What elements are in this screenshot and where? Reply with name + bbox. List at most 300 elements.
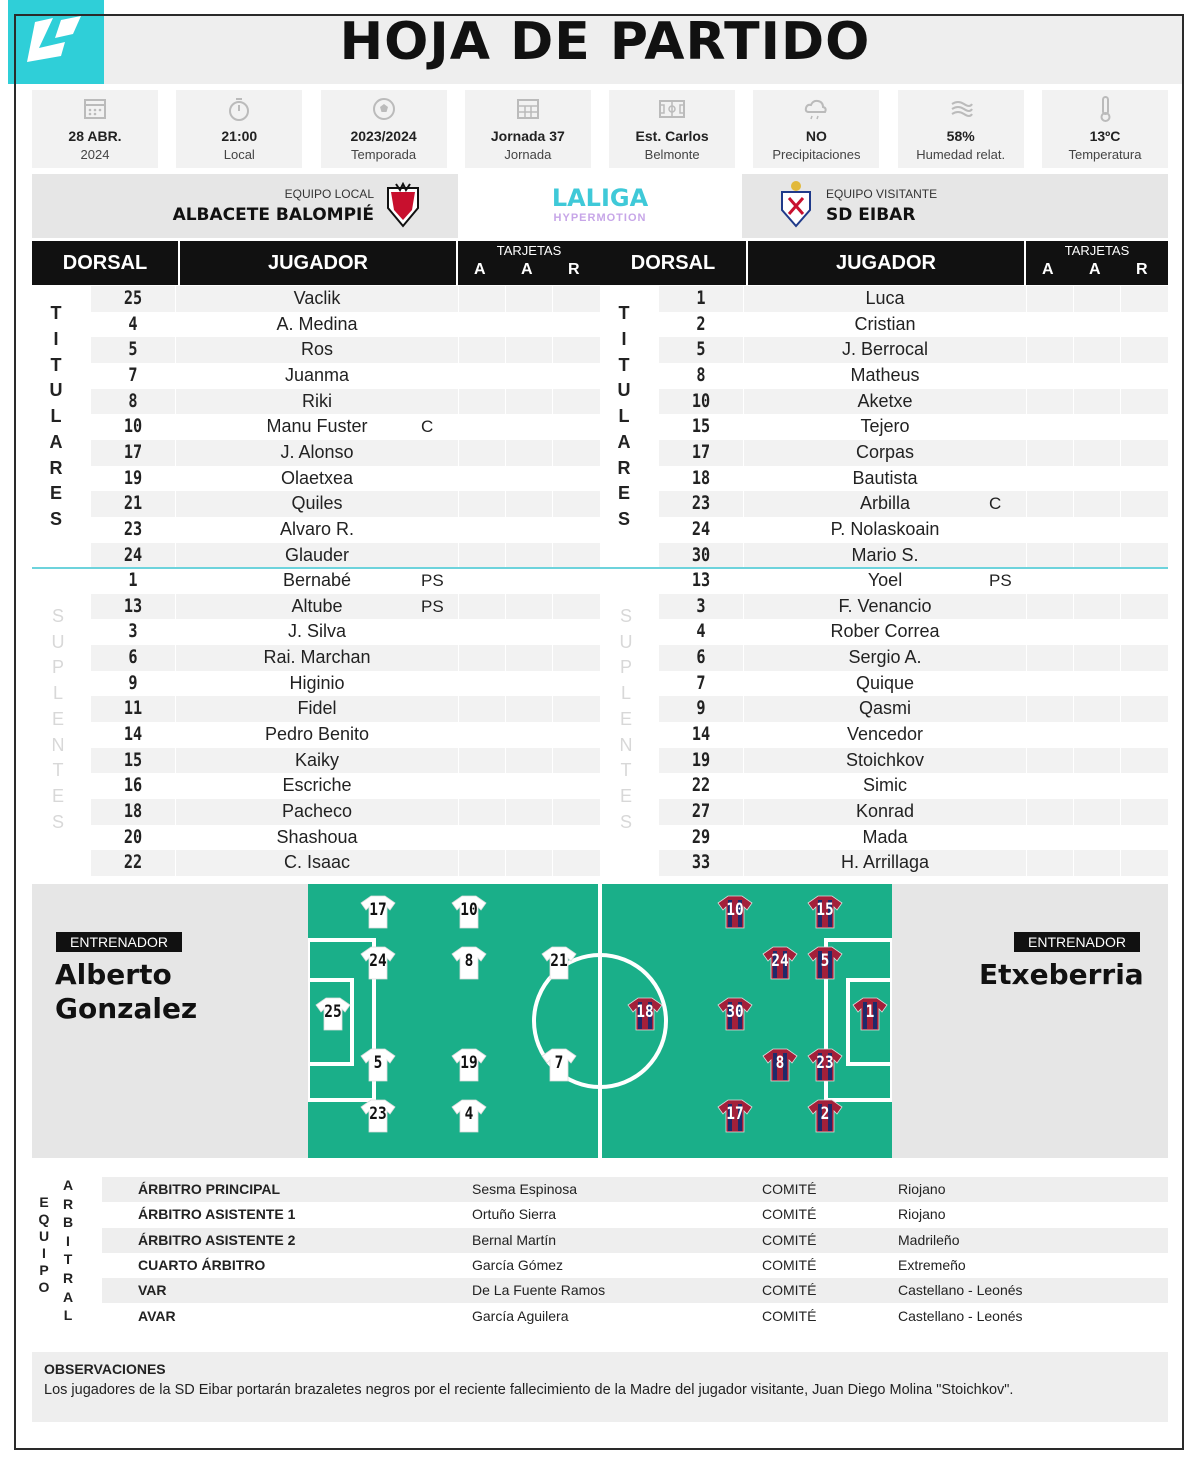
player-number: 7	[696, 671, 706, 694]
player-name: Rober Correa	[830, 621, 940, 642]
calendar-grid-icon	[465, 94, 591, 124]
table-row	[659, 543, 1168, 569]
card-column-header: R	[1136, 261, 1148, 278]
cell-border	[743, 440, 744, 466]
side-letter: A	[49, 431, 63, 452]
player-name: Glauder	[284, 544, 350, 565]
card-cell	[552, 466, 599, 492]
player-name: Stoichkov	[845, 749, 925, 770]
cell-border	[175, 491, 176, 517]
referee-comite: Riojano	[898, 1181, 946, 1197]
table-row	[659, 466, 1168, 492]
card-cell	[1073, 645, 1120, 671]
shirt-number: 4	[464, 1104, 474, 1124]
player-name: Altube	[291, 595, 343, 616]
info-box	[1042, 90, 1168, 168]
cell-border	[743, 312, 744, 338]
card-cell	[1120, 337, 1167, 363]
player-number: 6	[128, 646, 138, 669]
player-number: 7	[128, 363, 138, 386]
page-title: HOJA DE PARTIDO	[339, 12, 871, 72]
player-name: Manu Fuster	[266, 416, 368, 437]
card-cell	[1120, 466, 1167, 492]
info-value: 58%	[946, 128, 975, 144]
card-cell	[505, 543, 552, 569]
away-player-shirt	[717, 894, 753, 930]
card-cell	[1026, 440, 1073, 466]
referee-row	[102, 1177, 1168, 1202]
card-cell	[505, 594, 552, 620]
cell-border	[175, 748, 176, 774]
player-number: 13	[123, 594, 143, 617]
cell-border	[175, 337, 176, 363]
table-row	[91, 312, 600, 338]
shirt-number: 2	[820, 1104, 830, 1124]
player-number: 19	[691, 748, 711, 771]
info-value: 21:00	[221, 128, 258, 144]
player-number: 4	[128, 312, 138, 335]
card-cell	[458, 594, 505, 620]
card-cell	[1120, 363, 1167, 389]
card-cell	[1120, 645, 1167, 671]
away-player-shirt	[762, 945, 798, 981]
side-letter: E	[619, 785, 632, 806]
away-team-label: EQUIPO VISITANTE	[826, 187, 938, 201]
card-cell	[1120, 722, 1167, 748]
referee-comite: Extremeño	[898, 1256, 966, 1273]
cell-border	[743, 389, 744, 415]
shirt-number: 21	[550, 951, 568, 971]
card-cell	[552, 517, 599, 543]
card-cell	[458, 799, 505, 825]
shirt-number: 5	[820, 951, 830, 971]
card-cell	[1026, 850, 1073, 876]
observations-text: Los jugadores de la SD Eibar portarán brazaletes negros por el reciente fallecimiento de la Madre del jugador visitante, Juan Diego Molina "Stoichkov".	[44, 1382, 1014, 1398]
teams-bar	[32, 174, 1168, 238]
card-cell	[505, 671, 552, 697]
card-cell	[552, 619, 599, 645]
card-cell	[1120, 696, 1167, 722]
player-name: Escriche	[282, 775, 352, 796]
cell-border	[743, 594, 744, 620]
player-name: Quique	[855, 672, 915, 693]
card-cell	[1073, 773, 1120, 799]
player-number: 25	[123, 287, 143, 309]
info-sub: 2024	[80, 147, 110, 162]
player-number: 17	[691, 440, 711, 463]
card-cell	[552, 594, 599, 620]
shirt-number: 5	[373, 1053, 383, 1073]
shirt-number: 1	[865, 1002, 875, 1022]
player-name: Pedro Benito	[264, 724, 370, 745]
referee-role: AVAR	[138, 1307, 176, 1324]
comite-label: COMITÉ	[762, 1231, 817, 1248]
card-cell	[505, 619, 552, 645]
side-letter: E	[51, 708, 64, 729]
card-cell	[505, 440, 552, 466]
side-letter: T	[52, 760, 64, 781]
cell-border	[175, 440, 176, 466]
side-letter: L	[63, 1307, 73, 1324]
player-number: 13	[691, 569, 711, 592]
card-cell	[1120, 517, 1167, 543]
info-sub: Temporada	[351, 147, 417, 162]
table-row	[659, 594, 1168, 620]
player-name: F. Venancio	[838, 595, 932, 616]
card-cell	[1073, 337, 1120, 363]
card-cell	[505, 850, 552, 876]
card-cell	[505, 825, 552, 851]
player-number: 11	[123, 697, 143, 720]
player-number: 17	[123, 440, 143, 463]
player-number: 1	[128, 569, 138, 592]
shirt-number: 25	[324, 1002, 342, 1022]
player-number: 18	[691, 466, 711, 489]
card-cell	[505, 337, 552, 363]
side-letter: U	[49, 380, 63, 401]
table-row	[91, 491, 600, 517]
starters-subs-divider	[32, 567, 1168, 569]
side-letter: S	[617, 509, 630, 529]
home-team-label: EQUIPO LOCAL	[284, 187, 374, 201]
side-letter: N	[619, 734, 633, 755]
card-cell	[505, 696, 552, 722]
player-number: 2	[696, 312, 706, 335]
card-cell	[1073, 286, 1120, 312]
home-player-shirt	[451, 1098, 487, 1134]
card-cell	[1120, 825, 1167, 851]
player-name: Alvaro R.	[279, 518, 355, 539]
arbitral-label	[60, 1176, 76, 1325]
away-team-panel	[742, 174, 1168, 238]
cell-border	[743, 645, 744, 671]
cell-border	[743, 363, 744, 389]
cell-border	[175, 850, 176, 876]
cell-border	[175, 722, 176, 748]
card-cell	[1026, 696, 1073, 722]
player-name: Riki	[302, 390, 332, 411]
side-letter: E	[619, 708, 632, 729]
card-cell	[505, 491, 552, 517]
info-sub: Local	[223, 147, 255, 162]
home-player-shirt	[451, 1047, 487, 1083]
player-name: Yoel	[867, 570, 903, 591]
player-name: Olaetxea	[280, 467, 354, 488]
referee-name: García Gómez	[472, 1256, 564, 1273]
shirt-number: 7	[554, 1053, 564, 1073]
table-row	[659, 773, 1168, 799]
card-cell	[458, 286, 505, 312]
side-letter: E	[49, 483, 62, 504]
home-subs-label	[28, 604, 88, 835]
player-name: Vaclik	[293, 288, 341, 308]
referee-row	[102, 1304, 1168, 1329]
tarjetas-header: TARJETAS	[496, 243, 562, 258]
shirt-number: 24	[771, 951, 789, 971]
table-row	[91, 671, 600, 697]
dorsal-header: DORSAL	[630, 252, 716, 274]
tarjetas-header: TARJETAS	[1064, 243, 1130, 258]
player-number: 20	[123, 825, 143, 848]
card-cell	[552, 337, 599, 363]
league-sub: HYPERMOTION	[553, 212, 647, 224]
card-cell	[505, 389, 552, 415]
table-row	[659, 491, 1168, 517]
card-cell	[505, 517, 552, 543]
away-player-shirt	[762, 1047, 798, 1083]
cell-border	[175, 389, 176, 415]
table-row	[91, 619, 600, 645]
table-row	[91, 799, 600, 825]
card-cell	[505, 363, 552, 389]
side-letter: U	[617, 380, 631, 401]
away-player-shirt	[807, 894, 843, 930]
table-row	[91, 440, 600, 466]
side-letter: I	[66, 1232, 70, 1249]
home-coach-first: Alberto	[55, 958, 172, 991]
card-cell	[1073, 363, 1120, 389]
side-letter: T	[50, 354, 62, 375]
player-name: Simic	[863, 775, 907, 796]
card-cell	[552, 543, 599, 569]
home-player-shirt	[541, 945, 577, 981]
equipo-label	[36, 1194, 52, 1296]
table-row	[91, 337, 600, 363]
side-letter: T	[618, 303, 630, 324]
card-cell	[1026, 491, 1073, 517]
side-letter: T	[50, 303, 62, 324]
player-mark: PS	[989, 571, 1012, 591]
card-cell	[1120, 286, 1167, 312]
cell-border	[175, 543, 176, 569]
cell-border	[175, 363, 176, 389]
table-row	[659, 645, 1168, 671]
side-letter: A	[617, 431, 631, 452]
side-letter: T	[620, 760, 632, 781]
card-cell	[458, 722, 505, 748]
card-cell	[552, 722, 599, 748]
card-cell	[1120, 619, 1167, 645]
table-row	[659, 363, 1168, 389]
card-cell	[1026, 799, 1073, 825]
player-name: Bernabé	[282, 570, 352, 591]
info-value: 13ºC	[1089, 128, 1121, 144]
info-value: 28 ABR.	[68, 128, 122, 144]
card-cell	[505, 312, 552, 338]
jugador-header: JUGADOR	[267, 252, 368, 274]
side-letter: Q	[38, 1211, 50, 1227]
shirt-number: 17	[726, 1104, 744, 1124]
card-cell	[1073, 825, 1120, 851]
card-cell	[1120, 799, 1167, 825]
card-cell	[1120, 312, 1167, 338]
side-letter: E	[39, 1194, 49, 1210]
referee-row	[102, 1202, 1168, 1227]
card-cell	[1026, 337, 1073, 363]
player-number: 30	[691, 543, 711, 566]
card-cell	[552, 568, 599, 594]
table-row	[91, 363, 600, 389]
player-name: Corpas	[855, 441, 915, 462]
card-cell	[552, 773, 599, 799]
card-cell	[1026, 312, 1073, 338]
player-number: 14	[123, 723, 143, 746]
card-cell	[458, 337, 505, 363]
card-cell	[458, 389, 505, 415]
card-cell	[505, 568, 552, 594]
card-cell	[1073, 440, 1120, 466]
cell-border	[743, 568, 744, 594]
card-cell	[1026, 389, 1073, 415]
table-row	[659, 722, 1168, 748]
player-number: 3	[696, 594, 706, 617]
info-value: NO	[805, 128, 827, 144]
observations-box	[32, 1352, 1168, 1422]
player-name: Pacheco	[281, 801, 353, 821]
card-cell	[1073, 850, 1120, 876]
card-cell	[552, 850, 599, 876]
card-cell	[458, 825, 505, 851]
player-number: 15	[691, 415, 711, 438]
player-name: Qasmi	[858, 698, 911, 719]
card-cell	[1026, 619, 1073, 645]
player-name: Ros	[300, 339, 333, 360]
referee-role: ÁRBITRO PRINCIPAL	[138, 1181, 281, 1197]
cell-border	[175, 799, 176, 825]
table-row	[91, 748, 600, 774]
card-cell	[1073, 543, 1120, 569]
league-logo	[458, 174, 742, 238]
player-name: Tejero	[860, 416, 910, 437]
card-cell	[552, 645, 599, 671]
card-cell	[505, 286, 552, 312]
side-letter: R	[49, 457, 63, 478]
shirt-number: 18	[636, 1002, 654, 1022]
player-number: 14	[691, 723, 711, 746]
player-name: Aketxe	[857, 390, 913, 411]
card-cell	[458, 466, 505, 492]
card-cell	[505, 748, 552, 774]
card-cell	[1026, 466, 1073, 492]
card-cell	[1026, 568, 1073, 594]
table-row	[91, 389, 600, 415]
match-info-row	[32, 90, 1168, 168]
side-letter: R	[62, 1195, 74, 1212]
cell-border	[175, 619, 176, 645]
away-player-shirt	[807, 945, 843, 981]
player-name: Cristian	[854, 313, 916, 334]
home-coach-last: Gonzalez	[55, 992, 198, 1025]
player-name: P. Nolaskoain	[830, 518, 940, 539]
player-number: 3	[128, 620, 138, 643]
home-player-shirt	[360, 894, 396, 930]
player-number: 15	[123, 748, 143, 771]
card-cell	[552, 286, 599, 312]
away-player-shirt	[807, 1098, 843, 1134]
cell-border	[743, 748, 744, 774]
table-row	[91, 722, 600, 748]
card-cell	[1073, 517, 1120, 543]
referee-row	[102, 1278, 1168, 1303]
player-name: Arbilla	[859, 493, 911, 514]
card-cell	[1026, 543, 1073, 569]
card-cell	[458, 619, 505, 645]
card-cell	[552, 748, 599, 774]
league-name: LALIGA	[551, 184, 649, 212]
side-letter: T	[618, 354, 630, 375]
cell-border	[743, 286, 744, 312]
player-number: 19	[123, 466, 143, 489]
player-number: 16	[123, 774, 143, 797]
player-number: 10	[691, 389, 711, 412]
table-row	[91, 850, 600, 876]
player-number: 22	[123, 851, 143, 874]
side-letter: R	[617, 457, 631, 478]
card-cell	[1120, 543, 1167, 569]
referee-name: Ortuño Sierra	[472, 1206, 557, 1223]
card-cell	[1073, 722, 1120, 748]
player-name: Mada	[862, 826, 908, 847]
cell-border	[743, 773, 744, 799]
info-sub: Jornada	[504, 147, 552, 162]
player-number: 27	[691, 800, 711, 822]
cell-border	[743, 491, 744, 517]
player-number: 8	[696, 363, 706, 386]
player-number: 22	[691, 774, 711, 797]
player-number: 24	[691, 517, 711, 540]
card-cell	[458, 696, 505, 722]
card-cell	[458, 414, 505, 440]
card-cell	[458, 671, 505, 697]
away-coach-tag: ENTRENADOR	[1014, 932, 1140, 952]
card-cell	[552, 440, 599, 466]
side-letter: I	[621, 329, 627, 350]
card-cell	[1026, 671, 1073, 697]
away-team-name: SD EIBAR	[826, 205, 916, 225]
cell-border	[175, 414, 176, 440]
card-cell	[1073, 671, 1120, 697]
info-value: Est. Carlos	[635, 128, 709, 144]
card-cell	[552, 696, 599, 722]
cell-border	[743, 825, 744, 851]
player-number: 21	[123, 492, 143, 515]
table-row	[659, 337, 1168, 363]
table-row	[91, 414, 600, 440]
side-letter: T	[63, 1251, 73, 1268]
player-name: Quiles	[291, 493, 343, 514]
dorsal-header: DORSAL	[62, 252, 148, 274]
comite-label: COMITÉ	[762, 1256, 817, 1273]
player-name: Matheus	[850, 364, 920, 385]
table-row	[659, 696, 1168, 722]
player-name: J. Silva	[287, 621, 347, 642]
side-letter: U	[619, 631, 633, 652]
observations-label: OBSERVACIONES	[44, 1361, 166, 1377]
cell-border	[743, 517, 744, 543]
player-name: J. Alonso	[280, 441, 354, 462]
home-coach-tag: ENTRENADOR	[56, 932, 182, 952]
card-cell	[1026, 645, 1073, 671]
card-cell	[505, 414, 552, 440]
table-row	[91, 466, 600, 492]
side-letter: S	[619, 811, 632, 832]
player-mark: C	[989, 494, 1002, 514]
table-row	[659, 414, 1168, 440]
card-cell	[1026, 825, 1073, 851]
side-letter: E	[51, 785, 64, 806]
field-icon	[609, 94, 735, 124]
card-column-header: A	[1089, 261, 1101, 278]
